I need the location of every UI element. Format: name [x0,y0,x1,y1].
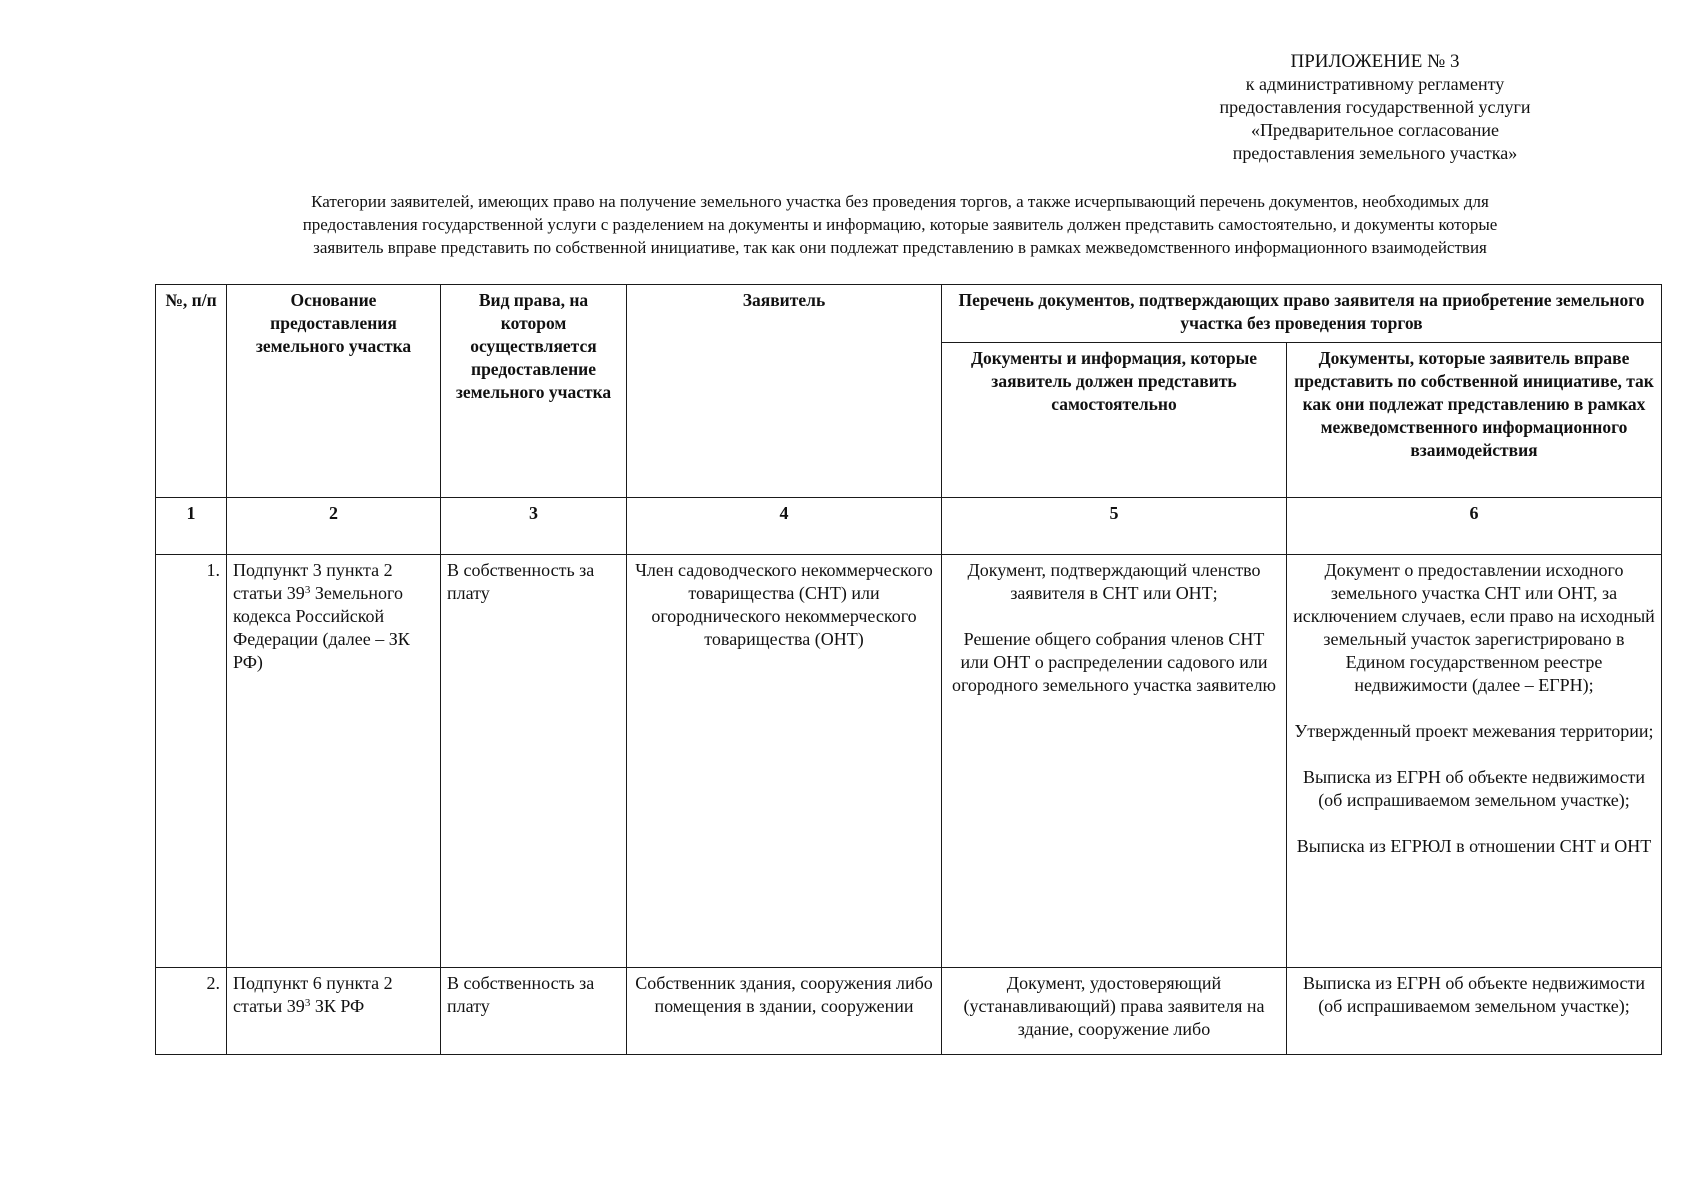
header-applicant: Заявитель [627,285,942,498]
appendix-line: предоставления земельного участка» [1232,143,1518,163]
column-number: 5 [942,498,1287,555]
header-documents-group: Перечень документов, подтверждающих право заявителя на приобретение земельного участка без проведения торгов [942,285,1662,343]
document-item: Выписка из ЕГРН об объекте недвижимости (об испрашиваемом земельном участке); [1302,973,1646,1016]
document-heading [180,190,1620,259]
header-basis: Основание предоставления земельного участка [227,285,441,498]
header-row [156,285,1662,343]
document-item: Решение общего собрания членов СНТ или ОНТ о распределении садового или огородного земельного участка заявителю [951,629,1277,695]
table-row [156,968,1662,1055]
column-number: 4 [627,498,942,555]
appendix-header [1175,50,1575,165]
row-number: 2. [156,968,227,1055]
row-number: 1. [156,555,227,968]
row-docs-initiative [1287,555,1662,968]
appendix-line: «Предварительное согласование [1250,120,1500,140]
column-number: 6 [1287,498,1662,555]
row-docs-self [942,555,1287,968]
appendix-line: к административному регламенту [1245,74,1505,94]
table-row [156,555,1662,968]
column-number: 3 [441,498,627,555]
document-item: Документ, подтверждающий членство заявителя в СНТ или ОНТ; [967,560,1261,603]
appendix-line: предоставления государственной услуги [1219,97,1531,117]
document-item: Документ о предоставлении исходного земельного участка СНТ или ОНТ, за исключением случаев, если право на исходный земельный участок зарегистрировано в Едином государственном реестре недвижимости (далее – ЕГРН); [1293,560,1655,695]
applicants-documents-table [155,284,1662,1055]
row-right-type: В собственность за плату [441,555,627,968]
header-docs-self: Документы и информация, которые заявитель должен представить самостоятельно [942,343,1287,498]
heading-line: Категории заявителей, имеющих право на получение земельного участка без проведения торгов, а также исчерпывающий перечень документов, необходимых для [311,192,1489,211]
document-item: Утвержденный проект межевания территории; [1294,721,1654,741]
heading-line: предоставления государственной услуги с разделением на документы и информацию, которые заявитель должен представить самостоятельно, и документы которые [302,215,1498,234]
document-item: Выписка из ЕГРЮЛ в отношении СНТ и ОНТ [1296,836,1652,856]
heading-line: заявитель вправе представить по собственной инициативе, так как они подлежат представлению в рамках межведомственного информационного взаимодействия [313,238,1487,257]
row-basis: Подпункт 3 пункта 2 статьи $39^3$ Земельного кодекса Российской Федерации (далее – ЗК РФ) [227,555,441,968]
header-num: №, п/п [156,285,227,498]
column-numbers-row [156,498,1662,555]
header-docs-initiative: Документы, которые заявитель вправе представить по собственной инициативе, так как они подлежат представлению в рамках межведомственного информационного взаимодействия [1287,343,1662,498]
row-docs-self [942,968,1287,1055]
appendix-title: ПРИЛОЖЕНИЕ № 3 [1290,51,1460,72]
row-applicant: Член садоводческого некоммерческого товарищества (СНТ) или огороднического некоммерческого товарищества (ОНТ) [627,555,942,968]
header-right-type: Вид права, на котором осуществляется предоставление земельного участка [441,285,627,498]
column-number: 1 [156,498,227,555]
document-item: Документ, удостоверяющий (устанавливающий) права заявителя на здание, сооружение либо [963,973,1265,1039]
column-number: 2 [227,498,441,555]
row-right-type: В собственность за плату [441,968,627,1055]
row-basis: Подпункт 6 пункта 2 статьи $39^3$ ЗК РФ [227,968,441,1055]
row-applicant: Собственник здания, сооружения либо помещения в здании, сооружении [627,968,942,1055]
row-docs-initiative [1287,968,1662,1055]
document-item: Выписка из ЕГРН об объекте недвижимости (об испрашиваемом земельном участке); [1302,767,1646,810]
